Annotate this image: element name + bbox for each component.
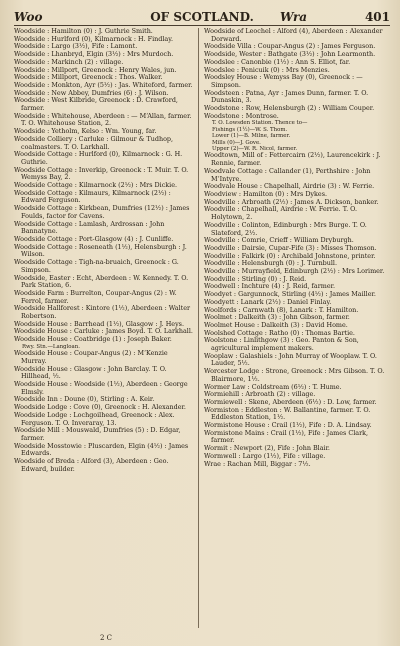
gazetteer-entry: Woodside : New Abbey, Dumfries (6) : J. Wilson.: [14, 88, 169, 97]
gazetteer-entry: Wormiston : Eddleston : W. Ballantine, farmer. T. O. Eddleston Station, 1½.: [204, 405, 371, 422]
gazetteer-entry: Woodyet : Gargunnock, Stirling (4½) : James Mailler.: [204, 290, 376, 299]
gazetteer-entry: Woolstone : Linlithgow (3) : Geo. Panton & Son, agricultural implement makers.: [204, 336, 359, 353]
gazetteer-entry: Woodside, Easter : Echt, Aberdeen : W. Kennedy. T. O. Park Station, 6.: [14, 273, 189, 290]
gazetteer-entry: Woodville : Dairsie, Cupar-Fife (3) : Misses Thomson.: [204, 243, 377, 252]
gazetteer-entry: Woodside Lodge : Cove (0), Greenock : H. Alexander.: [14, 403, 186, 412]
header-right: Wra: [280, 10, 308, 24]
gazetteer-entry: Woodside : Millport, Greenock : Thos. Walker.: [14, 73, 163, 82]
gazetteer-entry: Woodside House : Barrhead (1½), Glasgow : J. Heys.: [14, 319, 184, 328]
gazetteer-entry: Woodside : Hurlford (0), Kilmarnock : H. Findlay.: [14, 34, 174, 43]
gazetteer-entry: Woodville : Comrie, Crieff : William Dryburgh.: [204, 236, 354, 245]
gazetteer-entry: Woodside, Wester : Bathgate (3½) : John Learmonth.: [204, 50, 376, 59]
gazetteer-entry: Wooplaw : Galashiels : John Murray of Wooplaw. T. O. Lauder, 5½.: [204, 351, 377, 368]
gazetteer-entry: Wormwell : Largo (1½), Fife : village.: [204, 451, 326, 460]
sub-entry: T. O. Lowsden Station. Thence to—: [212, 120, 308, 127]
sub-entry: Upper (2)—W. R. Nicol, farmer.: [212, 146, 298, 153]
sub-entry: Rwy. Stn.—Langloan.: [22, 343, 80, 350]
gazetteer-entry: Woodside Cottage : Roseneath (1½), Helensburgh : J. Wilson.: [14, 242, 187, 259]
gazetteer-entry: Woodside Inn : Doune (0), Stirling : A. Keir.: [14, 395, 155, 404]
gazetteer-entry: Woodside House : Glasgow : John Barclay. T. O. Hillhead, ½.: [14, 364, 167, 381]
header-center: OF SCOTLAND.: [150, 10, 254, 24]
gazetteer-entry: Woodside : Lhanbryd, Elgin (3½) : Mrs Murdoch.: [14, 50, 174, 59]
gazetteer-entry: Woolshed Cottage : Ratho (0) : Thomas Bartie.: [204, 328, 355, 337]
sub-entry: Mills (0)—J. Gove.: [212, 139, 261, 146]
gazetteer-entry: Woodside House : Carluke : James Boyd. T. O. Larkhall.: [14, 327, 193, 336]
gazetteer-entry: Woodside House : Coatbridge (1) : Joseph Baker.: [14, 335, 172, 344]
running-header: [14, 8, 390, 24]
gazetteer-entry: Woodville : Chapelhall, Airdrie : W. Ferrie. T. O. Holytown, 2.: [204, 205, 358, 222]
gazetteer-entry: Woodside : Markinch (2) : village.: [14, 57, 124, 66]
gazetteer-entry: Woolmet House : Dalkeith (3) : David Home.: [204, 320, 348, 329]
gazetteer-entry: Wormiewell : Skene, Aberdeen (6½) : D. Low, farmer.: [204, 397, 377, 406]
gazetteer-entry: Woodside Hallforest : Kintore (1½), Aberdeen : Walter Robertson.: [14, 304, 191, 321]
gazetteer-entry: Woodside : Monkton, Ayr (5½) : Jas. Whiteford, farmer.: [14, 80, 193, 89]
gazetteer-entry: Woodside Colliery : Carluke : Gilmour & Tudhop, coalmasters. T. O. Larkhall.: [14, 134, 174, 151]
page-number: 401: [364, 10, 390, 24]
gazetteer-entry: Woodside : Largo (3½), Fife : Lamont.: [14, 42, 138, 51]
header-rule: [14, 25, 390, 26]
gazetteer-entry: Woodyett : Lanark (2½) : Daniel Finlay.: [204, 297, 332, 306]
gazetteer-entry: Woodville : Colinton, Edinburgh : Mrs Burge. T. O. Slateford, 2½.: [204, 220, 367, 237]
gazetteer-entry: Woodvale Cottage : Callander (1), Perthshire : John M‘Intyre.: [204, 166, 371, 183]
gazetteer-entry: Woolfords : Carnwath (8), Lanark : T. Hamilton.: [204, 305, 359, 314]
gazetteer-entry: Woodville : Arbroath (2½) : James A. Dickson, banker.: [204, 197, 379, 206]
gazetteer-entry: Woodstone : Row, Helensburgh (2) : William Couper.: [204, 104, 375, 113]
gazetteer-entry: Woodville : Helensburgh (0) : J. Turnbull.: [204, 259, 338, 268]
gazetteer-entry: Woodwell : Inchture (4) : J. Reid, farmer.: [204, 282, 336, 291]
sub-entry: Fishings (1½)—W. S. Thom.: [212, 126, 288, 133]
header-left: Woo: [14, 10, 43, 24]
gazetteer-entry: Woodside Cottage : Hurlford (0), Kilmarnock : G. H. Guthrie.: [14, 150, 183, 166]
gazetteer-entry: Woodville : Murrayfield, Edinburgh (2½) : Mrs Lorimer.: [204, 267, 385, 276]
gazetteer-entry: Woodside of Leochel : Alford (4), Aberdeen : Alexander Dorward.: [204, 27, 383, 43]
gazetteer-entry: Wrae : Rachan Mill, Biggar : 7½.: [204, 459, 311, 468]
gazetteer-entry: Wormistone Mains : Crail (1½), Fife : James Clark, farmer.: [204, 428, 369, 445]
gazetteer-entry: Woodside House : Coupar-Angus (2) : M‘Kenzie Murray.: [14, 349, 168, 365]
gazetteer-entry: Woodsteen : Patna, Ayr : James Dunn, farmer. T. O. Dunaskin, 3.: [204, 88, 369, 105]
gazetteer-entry: Woodside Cottage : Port-Glasgow (4) : J. Cunliffe.: [14, 234, 174, 243]
gazetteer-entry: Woodside Mosstowie : Pluscarden, Elgin (4½) : James Edwards.: [14, 441, 189, 458]
gazetteer-entry: Wormistone House : Crail (1½), Fife : D. A. Lindsay.: [204, 421, 372, 430]
gazetteer-entry: Woodside : Millport, Greenock : Henry Wales, jun.: [14, 65, 177, 74]
gazetteer-entry: Woodtown, Mill of : Fettercairn (2½), Laurencekirk : J. Rennie, farmer.: [204, 151, 381, 168]
gazetteer-entry: Woodside Cottage : Inverkip, Greenock : T. Muir. T. O. Wemyss Bay, 2.: [14, 165, 189, 182]
gazetteer-entry: Woodside of Breda : Alford (3), Aberdeen : Geo. Edward, builder.: [14, 457, 169, 473]
gazetteer-entry: Woodside Cottage : Kilmaurs, Kilmarnock (2½) : Edward Ferguson.: [14, 188, 171, 205]
gazetteer-entry: Woodview : Hamilton (0) : Mrs Dykes.: [204, 189, 328, 198]
gazetteer-entry: Woodside Cottage : Kilmarnock (2½) : Mrs Dickie.: [14, 181, 178, 190]
gazetteer-entry: Woodside Lodge : Lochgoilhead, Greenock : Alex. Ferguson. T. O. Inveraray, 13.: [14, 410, 175, 427]
right-column: [204, 28, 388, 468]
gazetteer-entry: Wormit : Newport (2), Fife : John Blair.: [204, 444, 330, 453]
gazetteer-entry: Woodside Mill : Mouswald, Dumfries (5) : D. Edgar, farmer.: [14, 426, 181, 442]
gazetteer-entry: Wormiehill : Arbroath (2) : village.: [204, 390, 316, 399]
gazetteer-entry: Worcester Lodge : Strone, Greenock : Mrs Gibson. T. O. Blairmore, 1½.: [204, 367, 385, 383]
gazetteer-entry: Woodsley House : Wemyss Bay (0), Greenock : — Simpson.: [204, 73, 363, 89]
gazetteer-entry: Woodside : Hamilton (0) : J. Guthrie Smith.: [14, 27, 153, 35]
gazetteer-entry: Woolmet : Dalkeith (3) : John Gibson, farmer.: [204, 313, 350, 322]
gazetteer-entry: Woodside Villa : Coupar-Angus (2) : James Ferguson.: [204, 42, 376, 51]
gazetteer-entry: Woodside Cottage : Lamlash, Ardrossan : John Bannatyne.: [14, 219, 165, 236]
gazetteer-entry: Woodside House : Woodside (1½), Aberdeen : George Elmsly.: [14, 380, 188, 396]
gazetteer-entry: Woodside Farm : Burrelton, Coupar-Angus (2) : W. Ferrol, farmer.: [14, 288, 177, 305]
gazetteer-entry: Woodslee : Penicuik (0) : Mrs Menzies.: [204, 65, 330, 74]
gazetteer-entry: Woodside Cottage : Tigh-na-bruaich, Greenock : G. Simpson.: [14, 258, 179, 274]
signature-mark: 2 C: [100, 634, 113, 642]
gazetteer-entry: Woodstone : Montrose.: [204, 111, 279, 120]
gazetteer-entry: Woodslee : Canonbie (1½) : Ann S. Elliot, far.: [204, 57, 351, 66]
gazetteer-entry: Woodville : Stirling (0) : J. Reid.: [204, 274, 307, 283]
gazetteer-entry: Woodside : Whitehouse, Aberdeen : — M‘Allan, farmer. T. O. Whitehouse Station, 2.: [14, 111, 192, 128]
gazetteer-entry: Wormer Law : Coldstream (6½) : T. Hume.: [204, 382, 342, 391]
left-column: [14, 28, 194, 473]
gazetteer-entry: Woodside Cottage : Kirkbean, Dumfries (12½) : James Foulds, factor for Cavens.: [14, 204, 190, 220]
gazetteer-entry: Woodvale House : Chapelhall, Airdrie (3) : W. Ferrie.: [204, 182, 375, 191]
gazetteer-entry: Woodside : Yetholm, Kelso : Wm. Young, far.: [14, 127, 157, 136]
column-divider: [198, 28, 199, 628]
gazetteer-entry: Woodville : Falkirk (0) : Archibald Johnstone, printer.: [204, 251, 376, 260]
sub-entry: Lower (1)—B. Milne, farmer.: [212, 133, 291, 140]
gazetteer-entry: Woodside : West Kilbride, Greenock : D. Crawford, farmer.: [14, 96, 178, 113]
